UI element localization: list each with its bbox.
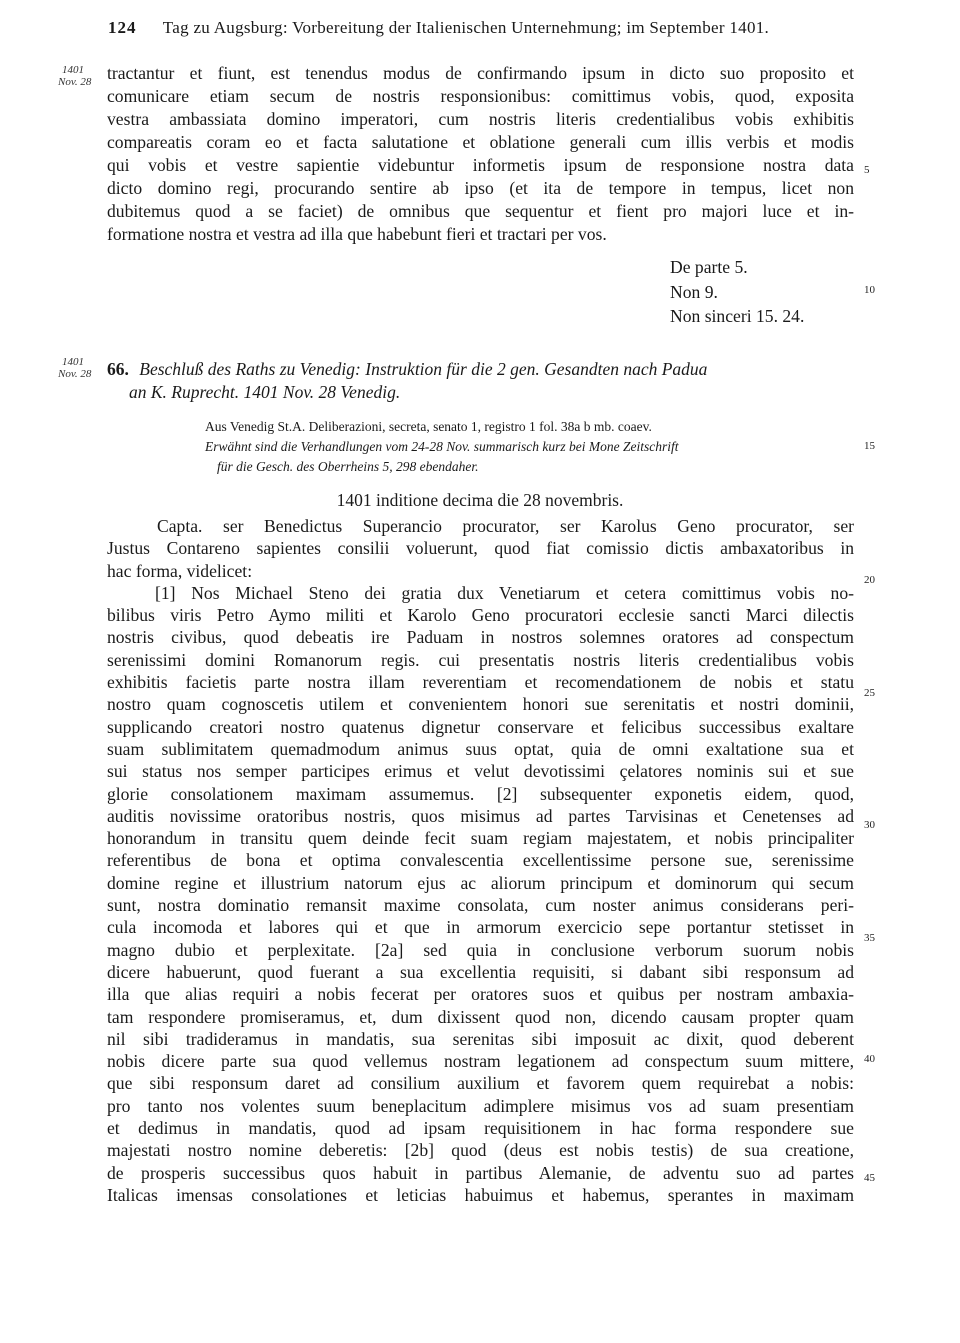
text-line: comunicare etiam secum de nostris responsionibus: comittimus vobis, quod, exposita	[107, 86, 854, 106]
source-note: Erwähnt sind die Verhandlungen vom 24-28 Nov. summarisch kurz bei Mone Zeitschrift	[205, 439, 679, 454]
text-line: exhibitis facietis parte nostra illam reverentiam et recomendationem de nobis et statu	[107, 672, 854, 693]
text-line: serenissimi domini Romanorum regis. cui presentatis nostris literis credentialibus vobis	[107, 649, 854, 670]
text-line: referentibus de bona et optima convalescentia excellentissime persone sue, serenissime	[107, 850, 854, 871]
text-line: glorie consolationem maximam assumemus. [2] subsequenter exponetis eidem, quod,	[107, 783, 854, 804]
text-line: vestra ambassiata domino imperatori, cum nostris literis credentialibus vobis exhibitis	[107, 109, 854, 129]
source-note: für die Gesch. des Oberrheins 5, 298 ebendaher.	[217, 459, 479, 474]
document-number: 66.	[107, 359, 129, 379]
text-line: hac forma, videlicet:	[107, 560, 253, 581]
text-line: bilibus viris Petro Aymo militi et Karolo Geno procuratori ecclesie sancti Marci dilectis	[107, 605, 854, 626]
vote-de-parte: De parte 5.	[670, 257, 748, 277]
text-line: cula incomoda et labores qui et que in armorum exercicio sepe portantur stetisset in	[107, 917, 854, 938]
text-line: domine regine et illustrium natorum ejus ac aliorum principum et dominorum qui secum	[107, 872, 854, 893]
text-line: auditis novissime oratoribus nostris, quos misimus ad partes Tarvisinas et Cenetenses ad	[107, 805, 854, 826]
text-line: [1] Nos Michael Steno dei gratia dux Venetiarum et cetera comittimus vobis no-	[155, 582, 854, 603]
text-line: sunt, nostra dominatio remansit maxime consolata, cum noster animus considerans peri-	[107, 895, 854, 916]
text-line: dubitemus quod a se faciet) de omnibus que sequentur et fient pro majori luce et in-	[107, 201, 854, 221]
text-line: nostro quam cognoscetis utilem et convenientem honori sue serenitatis et nostri dominii,	[107, 694, 854, 715]
line-number: 40	[864, 1053, 875, 1065]
text-line: pro tanto nos volentes suum beneplacitum adimplere misimus vos ad suam presentiam	[107, 1095, 854, 1116]
text-line: Italicas imensas consolationes et leticias habuimus et habemus, sperantes in maximam	[107, 1184, 854, 1205]
line-number: 35	[864, 932, 875, 944]
text-line: illa que alias requiri a nobis fecerat per oratores suos et quibus per nostram ambaxia-	[107, 984, 854, 1005]
text-line: dicto domino regi, procurando sentire ab ipso (et ita de tempore in tempus, licet non	[107, 178, 854, 198]
text-line: Capta. ser Benedictus Superancio procurator, ser Karolus Geno procurator, ser	[157, 516, 854, 536]
line-number: 30	[864, 819, 875, 831]
vote-tally	[670, 255, 804, 329]
source-note: Aus Venedig St.A. Deliberazioni, secreta, senato 1, registro 1 fol. 38a b mb. coaev.	[205, 419, 652, 434]
text-line: sui status nos semper participes erimus et velut devotissimi çelatores nominis sui et sue	[107, 761, 854, 782]
text-line: tam respondere promiseramus, et, dum dixissent quod non, dicendo causam propter quam	[107, 1006, 854, 1027]
line-number: 25	[864, 687, 875, 699]
line-number: 10	[864, 284, 875, 296]
running-header	[108, 18, 769, 38]
text-line: nil sibi tradideramus in mandatis, sua serenitas sibi imposuit ac dixit, quod deberent	[107, 1028, 854, 1049]
text-line: tractantur et fiunt, est tenendus modus de confirmando ipsum in dicto suo proposito et	[107, 63, 854, 83]
line-number: 20	[864, 574, 875, 586]
text-line: suam sublimitatem quemadmodum animus suus optat, quia de omni exaltatione sua et	[107, 738, 854, 759]
text-line: nobis dicere parte sua quod vellemus nostram legationem ad conspectum suum mittere,	[107, 1051, 854, 1072]
margin-date	[58, 356, 91, 380]
line-number: 45	[864, 1172, 875, 1184]
text-line: formatione nostra et vestra ad illa que habebunt fieri et tractari per vos.	[107, 224, 607, 244]
vote-non: Non 9.	[670, 281, 718, 302]
text-line: qui vobis et vestre sapientie videbuntur informetis ipsum de responsione nostra data	[107, 155, 854, 175]
text-line: majestati nostro nomine deberetis: [2b] quod (deus est nobis testis) de sua creatione,	[107, 1140, 854, 1161]
text-line: Justus Contareno sapientes consilii voluerunt, quod fiat comissio dictis ambaxatoribus in	[107, 538, 854, 559]
margin-date	[58, 64, 91, 88]
text-line: que sibi responsum daret ad consilium auxilium et favorem quem requirebat a nobis:	[107, 1073, 854, 1094]
text-line: compareatis coram eo et facta salutatione et oblatione generali cum illis verbis et modis	[107, 132, 854, 152]
text-line: honorandum in transitu quem deinde fecit suam regiam majestatem, et nobis principaliter	[107, 828, 854, 849]
text-line: de prosperis successibus quos habuit in partibus Alemanie, de adventu suo ad partes	[107, 1162, 854, 1183]
line-number: 15	[864, 440, 875, 452]
margin-date-day: Nov. 28	[58, 368, 92, 380]
top-text-block	[107, 62, 854, 246]
margin-date-year: 1401	[62, 356, 84, 368]
margin-date-year: 1401	[62, 64, 84, 76]
text-line: nostris civibus, quod debeatis ire Paduam in nostros solemnes oratores ad conspectum	[107, 627, 854, 648]
main-text-block	[107, 515, 854, 1206]
document-title-cont: an K. Ruprecht. 1401 Nov. 28 Venedig.	[129, 382, 401, 402]
text-line: magno dubio et perplexitate. [2a] sed quia in conclusione verborum suorum nobis	[107, 939, 854, 960]
document-heading	[107, 358, 707, 404]
line-number: 5	[864, 164, 870, 176]
text-line: supplicando creatori nostro quatenus dignetur conservare et felicibus successibus exaltare	[107, 716, 854, 737]
text-line: dicere habuerunt, quod fuerant a sua excellentia requisiti, si dabant sibi responsum ad	[107, 961, 854, 982]
document-title: Beschluß des Raths zu Venedig: Instruktion für die 2 gen. Gesandten nach Padua	[139, 359, 708, 379]
text-line: et dedimus in mandatis, quod ad ipsam requisitionem in hac forma respondere sue	[107, 1118, 854, 1139]
document-date-line: 1401 inditione decima die 28 novembris.	[336, 490, 624, 510]
vote-non-sinceri: Non sinceri 15. 24.	[670, 306, 805, 326]
running-title: Tag zu Augsburg: Vorbereitung der Italienischen Unternehmung; im September 1401.	[162, 18, 770, 37]
margin-date-day: Nov. 28	[58, 76, 92, 88]
page-number: 124	[108, 18, 137, 37]
